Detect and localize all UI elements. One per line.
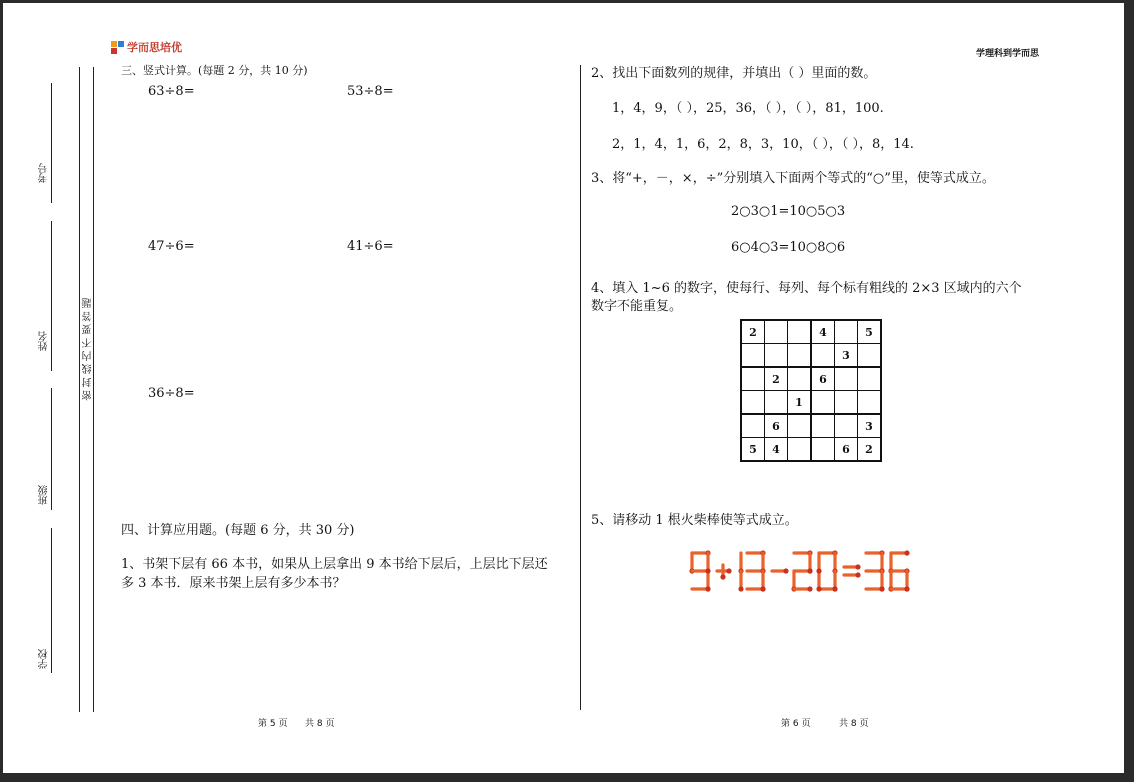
- sudoku-cell: [835, 367, 858, 391]
- exam-sheet: [3, 3, 1124, 773]
- footer-right-page: 第 6 页: [781, 719, 811, 729]
- match-head: [807, 586, 812, 591]
- matchstick-equation: [686, 545, 946, 601]
- match-head: [816, 568, 821, 573]
- footer-left-total: 共 8 页: [305, 719, 335, 729]
- match-head: [904, 550, 909, 555]
- exam-no-label: 考号: [39, 163, 50, 183]
- sudoku-cell: [788, 414, 812, 438]
- division-q2: 53÷8=: [347, 84, 394, 99]
- sudoku-cell: [788, 438, 812, 462]
- brand-logo: [111, 39, 182, 55]
- q5-title: 5、请移动 1 根火柴棒使等式成立。: [591, 513, 798, 528]
- sudoku-cell: 6: [811, 367, 835, 391]
- sudoku-row: [741, 367, 881, 391]
- sudoku-cell: [858, 367, 882, 391]
- sudoku-cell: 6: [765, 414, 788, 438]
- binding-line-exam-no: [51, 83, 52, 203]
- match-head: [879, 586, 884, 591]
- q2-sequence-2: 2，1，4，1，6，2，8，3，10，（ ），（ ），8，14.: [612, 137, 914, 152]
- seal-note: 密 封 线 内 不 要 答 题: [83, 298, 94, 401]
- match-head: [904, 586, 909, 591]
- sudoku-cell: [765, 391, 788, 415]
- sudoku-row: [741, 414, 881, 438]
- sudoku-cell: [835, 414, 858, 438]
- sudoku-cell: 4: [811, 320, 835, 344]
- q2-sequence-1: 1，4，9，（ ），25，36，（ ），（ ），81，100.: [612, 101, 884, 116]
- app-q1-line2: 多 3 本书．原来书架上层有多少本书？: [121, 576, 346, 591]
- sudoku-cell: 5: [741, 438, 765, 462]
- sudoku-cell: 2: [741, 320, 765, 344]
- sudoku-cell: [788, 320, 812, 344]
- sudoku-row: [741, 344, 881, 368]
- match-head: [832, 586, 837, 591]
- sudoku-cell: [765, 320, 788, 344]
- sudoku-row: [741, 438, 881, 462]
- footer-left-page: 第 5 页: [258, 719, 288, 729]
- q4-line1: 4、填入 1~6 的数字，使每行、每列、每个标有粗线的 2×3 区域内的六个: [591, 281, 1022, 296]
- match-head: [705, 568, 710, 573]
- sudoku-cell: [811, 391, 835, 415]
- sudoku-cell: [741, 367, 765, 391]
- q3-equation-2: 6○4○3=10○8○6: [731, 240, 846, 255]
- q3-title: 3、将“+，－，×，÷”分别填入下面两个等式的“○”里，使等式成立。: [591, 171, 995, 186]
- division-q5: 36÷8=: [148, 386, 195, 401]
- match-head: [705, 586, 710, 591]
- division-q3: 47÷6=: [148, 239, 195, 254]
- app-q1-line1: 1、书架下层有 66 本书，如果从上层拿出 9 本书给下层后，上层比下层还: [121, 557, 548, 572]
- sudoku-cell: 2: [765, 367, 788, 391]
- sudoku-cell: [858, 391, 882, 415]
- match-head: [726, 568, 731, 573]
- sudoku-cell: [858, 344, 882, 368]
- q4-line2: 数字不能重复。: [591, 299, 683, 314]
- match-head: [816, 586, 821, 591]
- sudoku-cell: 4: [765, 438, 788, 462]
- match-head: [760, 586, 765, 591]
- section4-title: 四、计算应用题。(每题 6 分，共 30 分): [121, 523, 355, 538]
- match-head: [855, 564, 860, 569]
- sudoku-cell: 3: [858, 414, 882, 438]
- header-slogan: 学理科到学而思: [976, 49, 1040, 59]
- sudoku-cell: [835, 320, 858, 344]
- sudoku-cell: 2: [858, 438, 882, 462]
- sudoku-cell: 6: [835, 438, 858, 462]
- sudoku-cell: 5: [858, 320, 882, 344]
- logo-text: 学而思培优: [127, 41, 182, 54]
- sudoku-row: [741, 320, 881, 344]
- sudoku-cell: 1: [788, 391, 812, 415]
- sudoku-cell: [741, 414, 765, 438]
- name-label: 姓名: [39, 331, 50, 351]
- logo-icon: [111, 41, 124, 54]
- sudoku-cell: [741, 344, 765, 368]
- sudoku-cell: [788, 344, 812, 368]
- sudoku-cell: [811, 438, 835, 462]
- sudoku-cell: 3: [835, 344, 858, 368]
- match-head: [720, 574, 725, 579]
- match-head: [738, 586, 743, 591]
- section3-title: 三、竖式计算。(每题 2 分，共 10 分): [121, 64, 308, 77]
- seal-line-outer: [79, 67, 80, 712]
- match-head: [783, 568, 788, 573]
- sudoku-cell: [788, 367, 812, 391]
- division-q4: 41÷6=: [347, 239, 394, 254]
- sudoku-cell: [835, 391, 858, 415]
- sudoku-cell: [811, 344, 835, 368]
- sudoku-grid: [740, 319, 882, 462]
- page-divider: [580, 65, 581, 710]
- school-label: 学校: [39, 649, 50, 669]
- division-q1: 63÷8=: [148, 84, 195, 99]
- class-label: 班级: [39, 485, 50, 505]
- sudoku-cell: [765, 344, 788, 368]
- match-head: [855, 572, 860, 577]
- q2-title: 2、找出下面数列的规律，并填出（ ）里面的数。: [591, 66, 877, 81]
- q3-equation-1: 2○3○1=10○5○3: [731, 204, 846, 219]
- footer-right-total: 共 8 页: [839, 719, 869, 729]
- sudoku-row: [741, 391, 881, 415]
- sudoku-cell: [741, 391, 765, 415]
- sudoku-cell: [811, 414, 835, 438]
- match-head: [807, 568, 812, 573]
